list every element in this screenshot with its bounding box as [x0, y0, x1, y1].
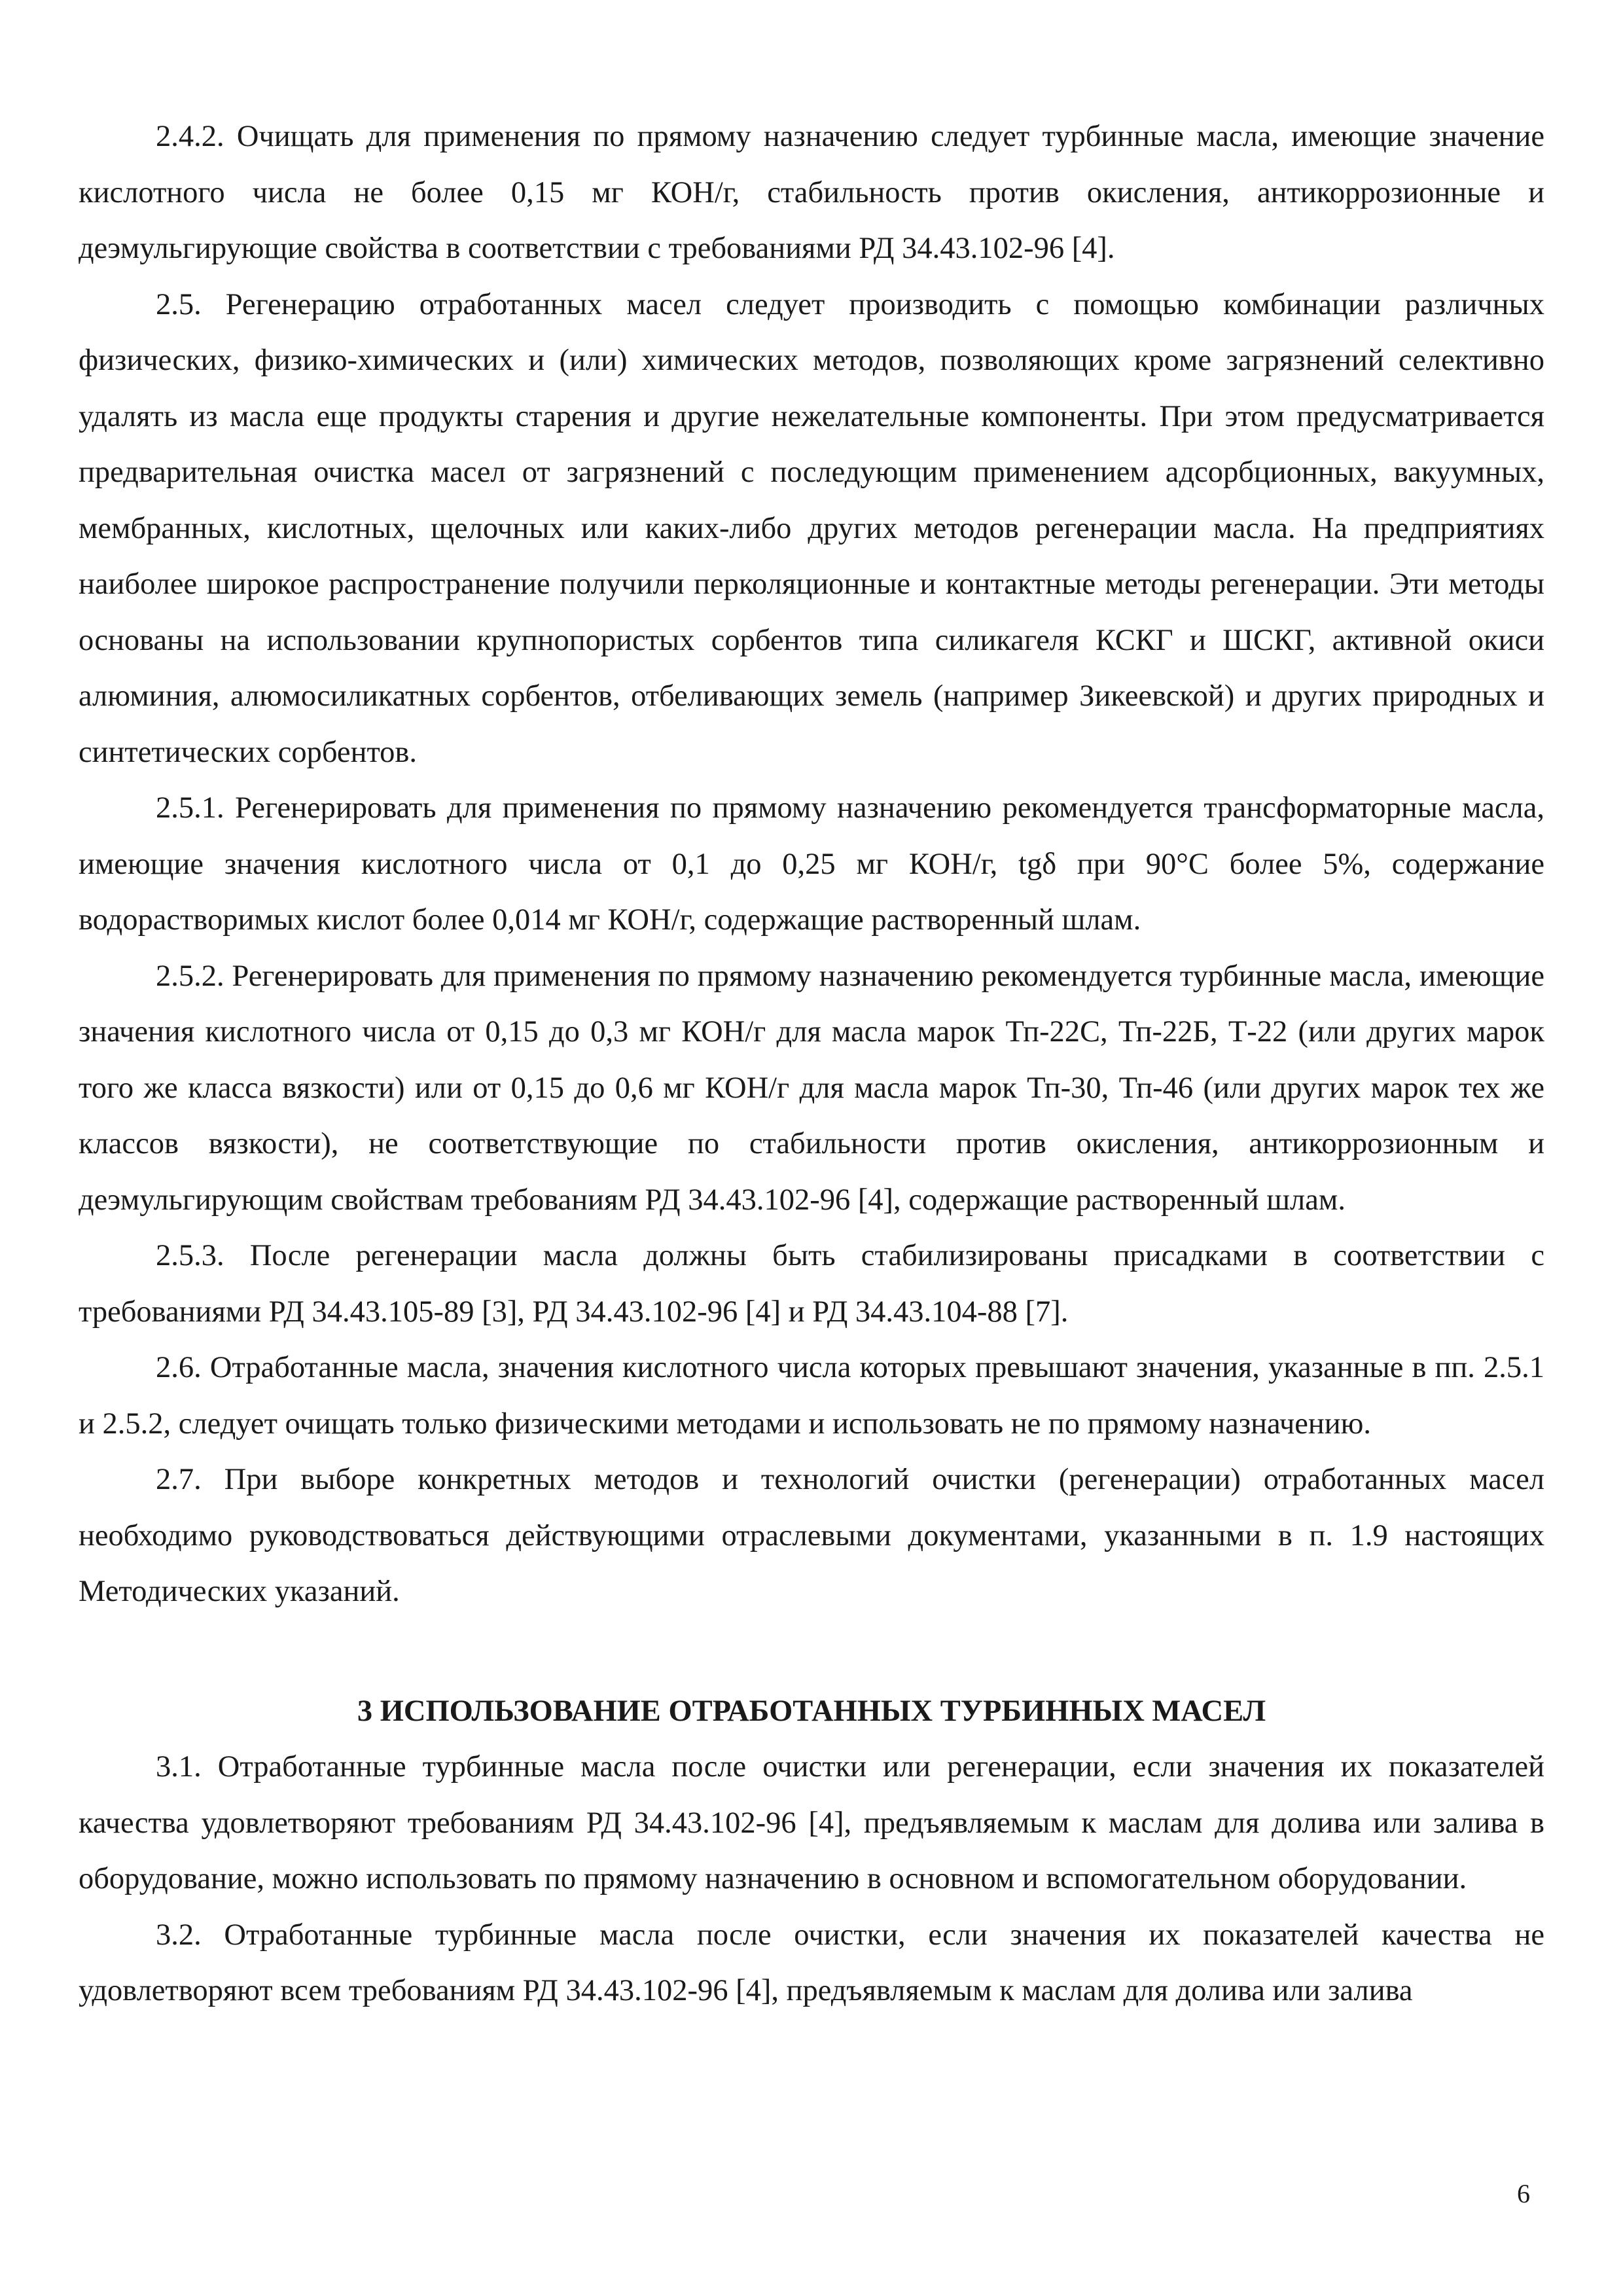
paragraph-3-1: 3.1. Отработанные турбинные масла после очистки или регенерации, если значения их показателей качества удовлетворяют требованиям РД 34.43.102-96 [4], предъявляемым к маслам для долива или залива в оборудование, можно использовать по прямому назначению в основном и вспомогательном оборудовании. [79, 1750, 1544, 1895]
paragraph-2-7: 2.7. При выборе конкретных методов и технологий очистки (регенерации) отработанных масел необходимо руководствоваться действующими отраслевыми документами, указанными в п. 1.9 настоящих Методических указаний. [79, 1463, 1544, 1608]
paragraph-2-5-2: 2.5.2. Регенерировать для применения по прямому назначению рекомендуется турбинные масла, имеющие значения кислотного числа от 0,15 до 0,3 мг КОН/г для масла марок Тп-22С, Тп-22Б, Т-22 (или других марок того же класса вязкости) или от 0,15 до 0,6 мг КОН/г для масла марок Тп-30, Тп-46 (или других марок тех же классов вязкости), не соответствующие по стабильности против окисления, антикоррозионным и деэмульгирующим свойствам требованиям РД 34.43.102-96 [4], содержащие растворенный шлам. [79, 959, 1544, 1217]
section-heading: 3 ИСПОЛЬЗОВАНИЕ ОТРАБОТАННЫХ ТУРБИННЫХ МАСЕЛ [357, 1694, 1266, 1728]
page-number: 6 [1517, 2179, 1530, 2208]
paragraph-2-5-3: 2.5.3. После регенерации масла должны быть стабилизированы присадками в соответствии с требованиями РД 34.43.105-89 [3], РД 34.43.102-96 [4] и РД 34.43.104-88 [7]. [79, 1239, 1544, 1329]
paragraph-2-6: 2.6. Отработанные масла, значения кислотного числа которых превышают значения, указанные в пп. 2.5.1 и 2.5.2, следует очищать только физическими методами и использовать не по прямому назначению. [79, 1351, 1544, 1441]
paragraph-2-5-1: 2.5.1. Регенерировать для применения по прямому назначению рекомендуется трансформаторные масла, имеющие значения кислотного числа от 0,1 до 0,25 мг КОН/г, tgδ при 90°С более 5%, содержание водорастворимых кислот более 0,014 мг КОН/г, содержащие растворенный шлам. [79, 791, 1544, 937]
document-page [79, 109, 1544, 2019]
paragraph-2-5: 2.5. Регенерацию отработанных масел следует производить с помощью комбинации различных физических, физико-химических и (или) химических методов, позволяющих кроме загрязнений селективно удалять из масла еще продукты старения и другие нежелательные компоненты. При этом предусматривается предварительная очистка масел от загрязнений с последующим применением адсорбционных, вакуумных, мембранных, кислотных, щелочных или каких-либо других методов регенерации масла. На предприятиях наиболее широкое распространение получили перколяционные и контактные методы регенерации. Эти методы основаны на использовании крупнопористых сорбентов типа силикагеля КСКГ и ШСКГ, активной окиси алюминия, алюмосиликатных сорбентов, отбеливающих земель (например Зикеевской) и других природных и синтетических сорбентов. [79, 287, 1544, 769]
paragraph-3-2: 3.2. Отработанные турбинные масла после очистки, если значения их показателей качества не удовлетворяют всем требованиям РД 34.43.102-96 [4], предъявляемым к маслам для долива или залива [79, 1918, 1544, 2007]
paragraph-2-4-2: 2.4.2. Очищать для применения по прямому назначению следует турбинные масла, имеющие значение кислотного числа не более 0,15 мг КОН/г, стабильность против окисления, антикоррозионные и деэмульгирующие свойства в соответствии с требованиями РД 34.43.102-96 [4]. [79, 120, 1544, 265]
